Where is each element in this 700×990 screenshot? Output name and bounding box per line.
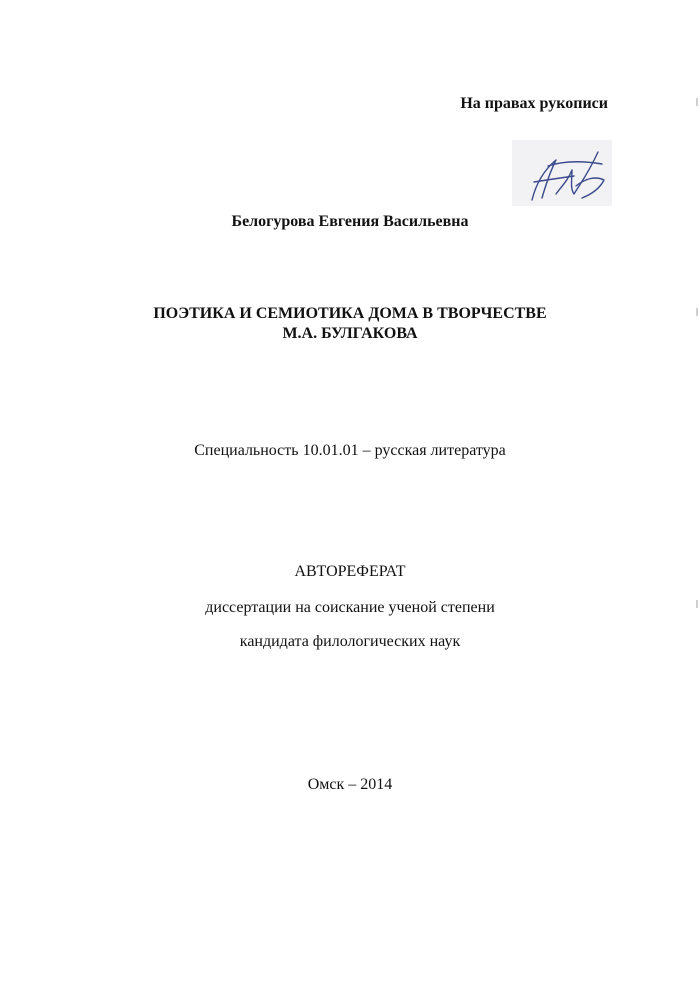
purpose-line-1: диссертации на соискание ученой степени [205,599,495,616]
scan-edge-mark [696,98,698,106]
scan-edge-mark [696,600,698,608]
scan-edge-mark [696,308,698,316]
title-line-2: М.А. БУЛГАКОВА [282,325,418,342]
specialty-line: Специальность 10.01.01 – русская литература [194,442,506,459]
author-name: Белогурова Евгения Васильевна [231,213,469,230]
purpose-line-2: кандидата филологических наук [239,633,461,650]
signature-icon [512,140,612,206]
place-year: Омск – 2014 [307,776,393,793]
title-line-1: ПОЭТИКА И СЕМИОТИКА ДОМА В ТВОРЧЕСТВЕ [153,305,547,322]
document-type: АВТОРЕФЕРАТ [294,563,406,580]
manuscript-rights-header: На правах рукописи [460,95,608,112]
